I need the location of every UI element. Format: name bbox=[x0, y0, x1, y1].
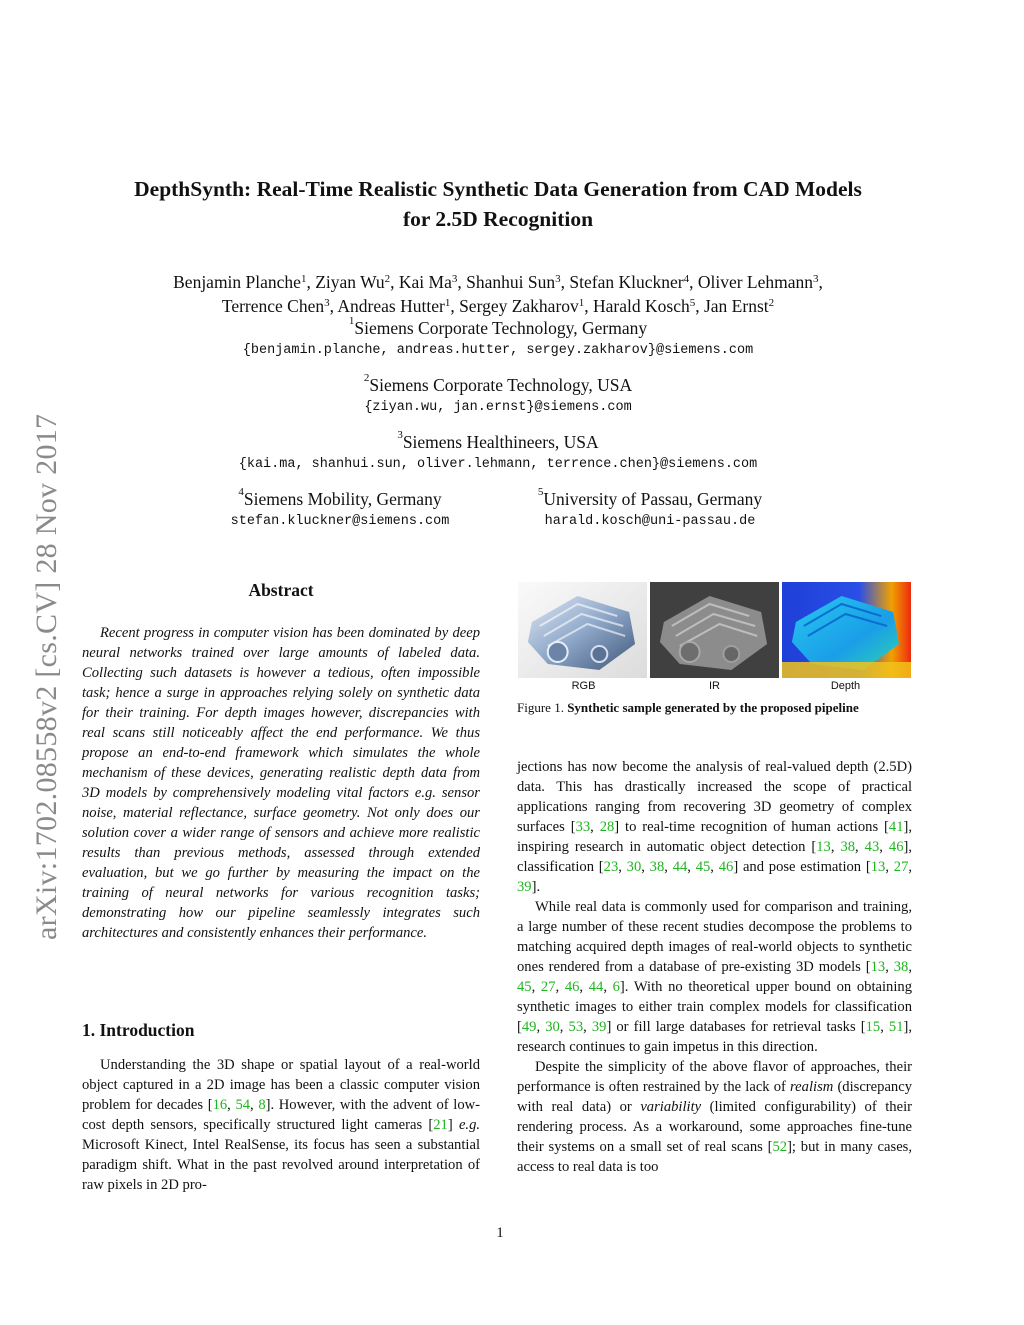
author-name: , Kai Ma bbox=[390, 272, 452, 292]
author-name: , Andreas Hutter bbox=[329, 296, 445, 316]
aff-email: {benjamin.planche, andreas.hutter, sergey.zakharov}@siemens.com bbox=[242, 343, 754, 358]
author-name: Benjamin Planche bbox=[173, 272, 301, 292]
affiliation-3 bbox=[60, 429, 936, 472]
citation-link[interactable]: 53 bbox=[568, 1019, 584, 1035]
citation-link[interactable]: 41 bbox=[888, 819, 904, 835]
author-sup: 3 bbox=[451, 273, 458, 285]
citation-link[interactable]: 39 bbox=[517, 879, 532, 895]
caption-text: Synthetic sample generated by the proposed pipeline bbox=[567, 700, 859, 715]
panel-label-rgb: RGB bbox=[571, 680, 596, 692]
author-name: , Sergey Zakharov bbox=[450, 296, 579, 316]
citation-link[interactable]: 30 bbox=[626, 859, 642, 875]
aff-num: 4 bbox=[238, 486, 244, 498]
citation-link[interactable]: 39 bbox=[591, 1019, 607, 1035]
citation-link[interactable]: 38 bbox=[893, 959, 909, 975]
affiliation-1 bbox=[60, 315, 936, 358]
affiliation-2 bbox=[60, 372, 936, 415]
figure-caption bbox=[517, 700, 917, 716]
intro-paragraph: Understanding the 3D shape or spatial layout of a real-world object captured in a 2D image has been a classic computer vision problem for decades [16, 54, 8]. However, with the advent of low-cost depth sensors, specifically structured light cameras [21] e.g. Microsoft Kinect, Intel RealSense, its focus has seen a substantial paradigm shift. What in the past revolved around interpretation of raw pixels in 2D pro- bbox=[82, 1057, 481, 1193]
citation-link[interactable]: 8 bbox=[258, 1097, 266, 1113]
citation-link[interactable]: 45 bbox=[695, 859, 711, 875]
citation-link[interactable]: 15 bbox=[865, 1019, 881, 1035]
author-name: , Jan Ernst bbox=[695, 296, 769, 316]
aff-email: stefan.kluckner@siemens.com bbox=[230, 514, 450, 529]
citation-link[interactable]: 49 bbox=[521, 1019, 537, 1035]
abstract-heading: Abstract bbox=[248, 580, 314, 600]
author-sup: 1 bbox=[300, 273, 307, 285]
aff-num: 1 bbox=[348, 315, 355, 327]
abstract-text: Recent progress in computer vision has been dominated by deep neural networks trained over large amounts of labeled data. Collecting such datasets is however a tedious, often impossible task; hence a surge in approaches relying solely on synthetic data for their training. For depth images however, discrepancies with real scans still noticeably affect the end performance. We thus propose an end-to-end framework which simulates the whole mechanism of these devices, generating realistic depth data from 3D models by comprehensively modeling vital factors e.g. sensor noise, material reflectance, surface geometry. Not only does our solution cover a wider range of sensors and achieve more realistic results than previous methods, assessed through extended evaluation, but we go further by measuring the impact on the training of neural networks for various recognition tasks; demonstrating how our pipeline seamlessly integrates such architectures and consistently enhances their performance. bbox=[82, 625, 480, 941]
citation-link[interactable]: 28 bbox=[599, 819, 615, 835]
page-number: 1 bbox=[496, 1225, 504, 1241]
citation-link[interactable]: 51 bbox=[888, 1019, 904, 1035]
citation-link[interactable]: 13 bbox=[870, 959, 886, 975]
emphasis-variability: variability bbox=[640, 1099, 702, 1115]
citation-link[interactable]: 52 bbox=[772, 1139, 788, 1155]
author-name: , Harald Kosch bbox=[584, 296, 690, 316]
author-sup: 4 bbox=[683, 273, 690, 285]
author-name: , Oliver Lehmann bbox=[689, 272, 813, 292]
emphasis-realism: realism bbox=[790, 1079, 834, 1095]
affiliation-5 bbox=[500, 486, 800, 529]
citation-link[interactable]: 54 bbox=[235, 1097, 251, 1113]
citation-link[interactable]: 44 bbox=[588, 979, 604, 995]
citation-link[interactable]: 23 bbox=[603, 859, 619, 875]
author-sup: 3 bbox=[555, 273, 561, 285]
citation-link[interactable]: 27 bbox=[540, 979, 556, 995]
aff-name: Siemens Corporate Technology, USA bbox=[369, 375, 633, 395]
citation-link[interactable]: 16 bbox=[212, 1097, 228, 1113]
citation-link[interactable]: 27 bbox=[893, 859, 909, 875]
aff-name: Siemens Mobility, Germany bbox=[243, 489, 442, 509]
ir-panel-image bbox=[650, 582, 779, 678]
title-line-1: DepthSynth: Real-Time Realistic Synthetic Data Generation from CAD Models bbox=[134, 177, 862, 201]
citation-link[interactable]: 44 bbox=[672, 859, 688, 875]
citation-link[interactable]: 46 bbox=[718, 859, 734, 875]
right-paragraph-3: Despite the simplicity of the above flavor of approaches, their performance is often restrained by the lack of realism (discrepancy with real data) or variability (limited configurability) of their rendering process. As a workaround, some approaches fine-tune their systems on a small set of real scans [52]; but in many cases, access to real data is too bbox=[517, 1059, 912, 1175]
figure-1 bbox=[518, 582, 911, 692]
author-sup: 3 bbox=[324, 297, 330, 309]
citation-link[interactable]: 33 bbox=[575, 819, 591, 835]
aff-num: 2 bbox=[363, 372, 370, 384]
author-list bbox=[60, 270, 936, 318]
caption-prefix: Figure 1. bbox=[517, 700, 564, 715]
eg-abbrev: e.g. bbox=[458, 1117, 481, 1133]
citation-link[interactable]: 38 bbox=[649, 859, 665, 875]
right-paragraph-1: jections has now become the analysis of real-valued depth (2.5D) data. This has drastically increased the scope of practical applications ranging from recovering 3D geometry of complex surfaces [33, 28] to real-time recognition of human actions [41], inspiring research in automatic object detection [13, 38, 43, 46], classification [23, 30, 38, 44, 45, 46] and pose estimation [13, 27, 39]. bbox=[517, 759, 913, 895]
intro-body bbox=[82, 1055, 480, 1195]
author-sup: 2 bbox=[384, 273, 391, 285]
author-sup: 1 bbox=[578, 297, 585, 309]
citation-link[interactable]: 13 bbox=[870, 859, 886, 875]
citation-link[interactable]: 38 bbox=[840, 839, 856, 855]
aff-email: harald.kosch@uni-passau.de bbox=[544, 514, 756, 529]
rgb-panel-image bbox=[518, 582, 647, 678]
citation-link[interactable]: 21 bbox=[433, 1117, 448, 1133]
aff-email: {kai.ma, shanhui.sun, oliver.lehmann, terrence.chen}@siemens.com bbox=[238, 457, 758, 472]
author-line-1 bbox=[60, 270, 936, 294]
citation-link[interactable]: 43 bbox=[864, 839, 880, 855]
citation-link[interactable]: 46 bbox=[888, 839, 904, 855]
aff-name: Siemens Corporate Technology, Germany bbox=[354, 318, 648, 338]
citation-link[interactable]: 30 bbox=[545, 1019, 560, 1035]
aff-email: {ziyan.wu, jan.ernst}@siemens.com bbox=[364, 400, 632, 415]
right-column-body bbox=[517, 757, 912, 1177]
author-sup: 1 bbox=[444, 297, 451, 309]
abstract-body bbox=[82, 623, 480, 943]
arxiv-stamp: arXiv:1702.08558v2 [cs.CV] 28 Nov 2017 bbox=[30, 413, 63, 940]
author-name: , Shanhui Sun bbox=[457, 272, 556, 292]
depth-panel-image bbox=[782, 582, 911, 678]
author-sup: 5 bbox=[689, 297, 696, 309]
aff-name: University of Passau, Germany bbox=[543, 489, 763, 509]
affiliation-4 bbox=[190, 486, 490, 529]
author-sep: , bbox=[818, 272, 823, 292]
paper-title bbox=[60, 174, 936, 234]
right-paragraph-2: While real data is commonly used for comparison and training, a large number of these recent studies decompose the problems to matching acquired depth images of real-world objects to synthetic ones rendered from a database of pre-existing 3D models [13, 38, 45, 27, 46, 44, 6]. With no theoretical upper bound on obtaining synthetic images to either train complex models for classification [49, 30, 53, 39] or fill large databases for retrieval tasks [15, 51], research continues to gain impetus in this direction. bbox=[517, 899, 913, 1055]
author-name: , Ziyan Wu bbox=[306, 272, 385, 292]
aff-name: Siemens Healthineers, USA bbox=[402, 432, 599, 452]
author-name: Terrence Chen bbox=[221, 296, 325, 316]
author-sup: 3 bbox=[813, 273, 819, 285]
aff-num: 3 bbox=[397, 429, 403, 441]
author-line-2 bbox=[60, 294, 936, 318]
author-name: , Stefan Kluckner bbox=[560, 272, 684, 292]
intro-heading: 1. Introduction bbox=[82, 1020, 195, 1040]
author-sup: 2 bbox=[768, 297, 775, 309]
title-line-2: for 2.5D Recognition bbox=[402, 207, 594, 231]
aff-num: 5 bbox=[537, 486, 544, 498]
panel-label-depth: Depth bbox=[830, 680, 861, 692]
citation-link[interactable]: 13 bbox=[816, 839, 831, 855]
citation-link[interactable]: 45 bbox=[517, 979, 532, 995]
citation-link[interactable]: 6 bbox=[612, 979, 620, 995]
panel-label-ir: IR bbox=[709, 680, 720, 692]
citation-link[interactable]: 46 bbox=[564, 979, 580, 995]
